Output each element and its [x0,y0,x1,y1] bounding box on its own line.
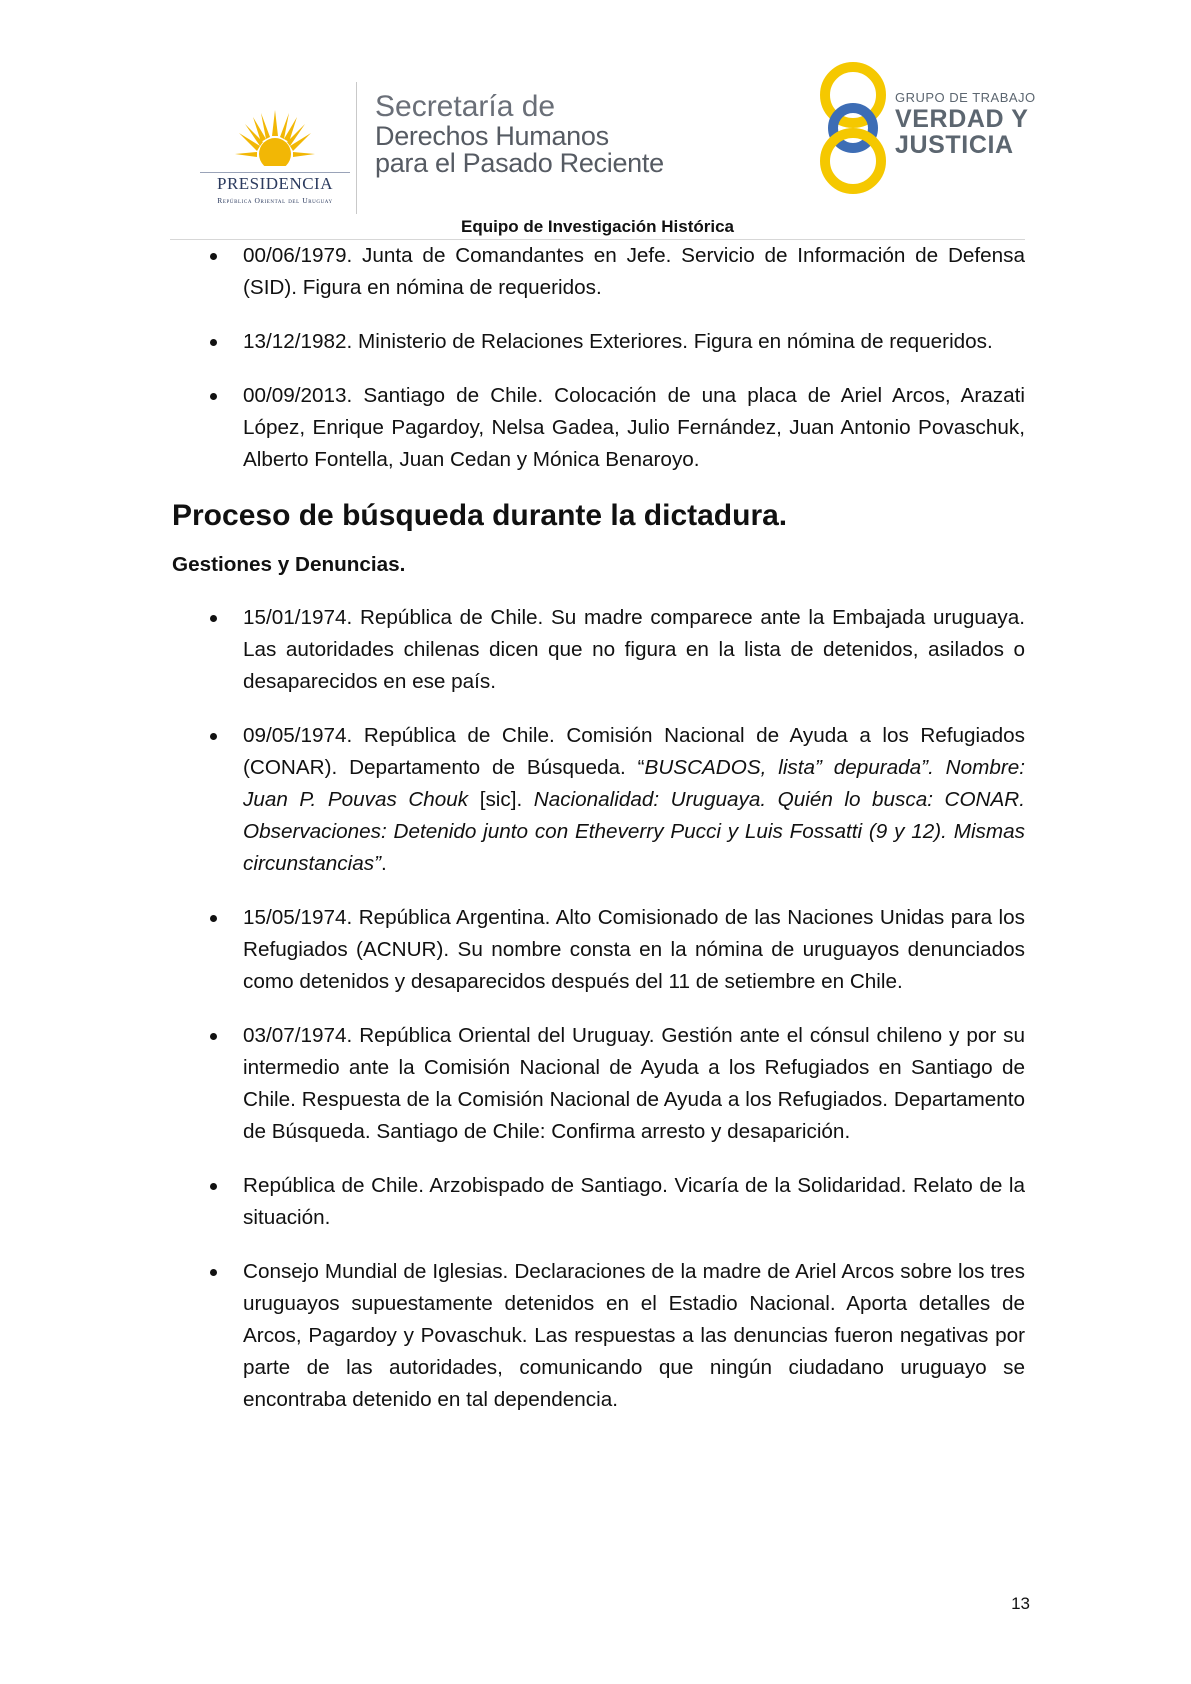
list-item-text: 13/12/1982. Ministerio de Relaciones Exteriores. Figura en nómina de requeridos. [243,330,993,353]
list-item-text: 00/09/2013. Santiago de Chile. Colocación de una placa de Ariel Arcos, Arazati López, Enrique Pagardoy, Nelsa Gadea, Julio Fernández, Juan Antonio Povaschuk, Alberto Fontella, Juan Cedan y Mónica Benaroyo. [243,384,1025,471]
page-header [0,48,1191,205]
header-divider [356,82,357,214]
list-item-text-plain: 09/05/1974. República de Chile. Comisión Nacional de Ayuda a los Refugiados (CONAR). Departamento de Búsqueda. “ [243,724,1025,779]
secretaria-line-1: Secretaría de [375,90,556,123]
bullet-icon [210,915,217,922]
secretaria-logo-text [375,90,664,177]
list-item-text: 15/01/1974. República de Chile. Su madre comparece ante la Embajada uruguaya. Las autoridades chilenas dicen que no figura en la lista de detenidos, asilados o desaparecidos en ese país. [243,606,1025,693]
verdad-justicia-logo-text [895,90,1036,158]
gtvj-line-2: JUSTICIA [895,131,1014,159]
secretaria-line-2: Derechos Humanos [375,121,609,151]
list-item-text: Consejo Mundial de Iglesias. Declaraciones de la madre de Ariel Arcos sobre los tres uruguayos supuestamente detenidos en el Estadio Nacional. Aporta detalles de Arcos, Pagardoy y Povaschuk. Las respuestas a las denuncias fueron negativas por parte de las autoridades, comunicando que ningún ciudadano uruguayo se encontraba detenido en tal dependencia. [243,1260,1025,1411]
presidencia-name: PRESIDENCIA [216,174,333,193]
list-item [172,326,1025,358]
list-item-text-plain: . [380,852,387,875]
list-item [172,1170,1025,1234]
list-item [172,1256,1025,1416]
list-item-text: 03/07/1974. República Oriental del Uruguay. Gestión ante el cónsul chileno y por su intermedio ante la Comisión Nacional de Ayuda a los Refugiados en Santiago de Chile. Respuesta de la Comisión Nacional de Ayuda a los Refugiados. Departamento de Búsqueda. Santiago de Chile: Confirma arresto y desaparición. [243,1024,1025,1143]
bullet-icon [210,1269,217,1276]
secretaria-line-3: para el Pasado Reciente [375,148,664,178]
running-header-title: Equipo de Investigación Histórica [461,217,734,236]
bullet-icon [210,1183,217,1190]
logo-divider-line [200,172,350,173]
sun-emblem-icon [235,108,315,178]
bullet-icon [210,339,217,346]
bullet-icon [210,615,217,622]
bullet-icon [210,733,217,740]
section-heading: Proceso de búsqueda durante la dictadura. [172,499,788,532]
intro-list [172,240,1025,476]
bullet-icon [210,393,217,400]
list-item-text-italic: Nacionalidad: Uruguaya. Quién lo busca: CONAR. Observaciones: Detenido junto con Etheverry Pucci y Luis Fossatti (9 y 12). Mismas circunstancias” [243,788,1025,875]
list-item [172,1020,1025,1148]
list-item-text-italic: BUSCADOS, lista” depurada”. Nombre: Juan P. Pouvas Chouk [243,756,1025,811]
bullet-icon [210,1033,217,1040]
list-item-text: 15/05/1974. República Argentina. Alto Comisionado de las Naciones Unidas para los Refugiados (ACNUR). Su nombre consta en la nómina de uruguayos denunciados como detenidos y desaparecidos después del 11 de setiembre en Chile. [243,906,1025,993]
list-item-text: 00/06/1979. Junta de Comandantes en Jefe. Servicio de Información de Defensa (SID). Figura en nómina de requeridos. [243,244,1025,299]
presidencia-subtitle: República Oriental del Uruguay [217,196,333,205]
list-item [172,240,1025,304]
list-item [172,902,1025,998]
list-item-text-plain: [sic]. [468,788,534,811]
list-item [172,720,1025,880]
bullet-icon [210,253,217,260]
presidencia-logo [195,78,355,228]
document-body [172,240,1025,1438]
list-item [172,380,1025,476]
gtvj-line-1: VERDAD Y [895,105,1029,133]
list-item-text: República de Chile. Arzobispado de Santiago. Vicaría de la Solidaridad. Relato de la situación. [243,1174,1025,1229]
list-item [172,602,1025,698]
gtvj-small-label: GRUPO DE TRABAJO [895,90,1036,105]
subsection-heading: Gestiones y Denuncias. [172,553,406,576]
page-number: 13 [1011,1594,1030,1613]
gestiones-list [172,602,1025,1416]
